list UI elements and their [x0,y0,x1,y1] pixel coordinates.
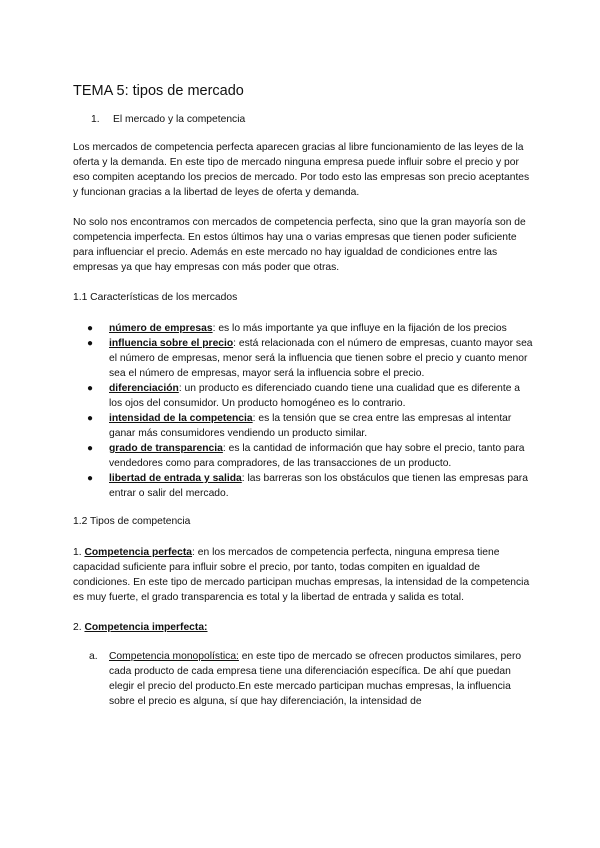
monopolistic-term: Competencia monopolística: [109,651,239,662]
paragraph-2: No solo nos encontramos con mercados de competencia perfecta, sino que la gran mayoría son de competencia imperfecta. En estos últimos hay una o varias empresas que tienen poder suficiente para influenciar el precio. Además en este mercado no hay igualdad de condiciones entre las empresas ya que hay empresas con más poder que otras. [73,217,526,273]
monopolistic-text: en este tipo de mercado se ofrecen productos similares, pero cada producto de cada empresa tiene una diferenciación específica. De ahí que puedan elegir el precio del producto.En este mercado participan muchas empresas, la influencia sobre el precio es alguna, sí que hay diferenciación, la intensidad de [109,651,522,707]
item-letter: a. [89,651,98,662]
perfect-competition-text: : en los mercados de competencia perfecta, ninguna empresa tiene capacidad suficiente para influir sobre el precio, por tanto, todas compiten en igualdad de condiciones. En este tipo de mercado participan muchas empresas, la intensidad de la competencia es muy fuerte, el grado transparencia es total y la libertad de entrada y salida es total. [73,547,530,603]
bullet-icon: ● [87,383,94,394]
feature-term: libertad de entrada y salida [109,473,242,484]
document-body [73,82,533,709]
list-item [73,471,533,501]
feature-text: : está relacionada con el número de empresas, cuanto mayor sea el número de empresas, menor será la influencia que tienen sobre el precio y cuanto menor sea el número de empresas, mayor será la influencia sobre el precio. [109,338,533,379]
feature-term: influencia sobre el precio [109,338,234,349]
feature-text: : es la tensión que se crea entre las empresas al intentar ganar más consumidores vendiendo un producto similar. [109,413,512,439]
bullet-icon: ● [87,413,94,424]
item-number: 1. [73,547,85,558]
bullet-icon: ● [87,323,94,334]
monopolistic-competition-paragraph [109,649,533,709]
page-title: TEMA 5: tipos de mercado [73,83,244,99]
feature-text: : un producto es diferenciado cuando tiene una cualidad que es diferente a los ojos del consumidor. Un producto homogéneo es lo contrario. [109,383,521,409]
feature-text: : las barreras son los obstáculos que tienen las empresas para entrar o salir del mercado. [109,473,528,499]
bullet-icon: ● [87,338,94,349]
paragraph-1: Los mercados de competencia perfecta aparecen gracias al libre funcionamiento de las leyes de la oferta y la demanda. En este tipo de mercado ninguna empresa puede influir sobre el precio y por eso compiten aceptando los precios de mercado. Por todo esto las empresas son precio aceptantes y funcionan gracias a la libertad de leyes de oferta y demanda. [73,142,530,198]
feature-text: : es la cantidad de información que hay sobre el precio, tanto para vendedores como para compradores, de las transacciones de un producto. [109,443,525,469]
perfect-competition-term: Competencia perfecta [84,547,193,558]
list-item [73,336,533,381]
subsection-heading-1-1: 1.1 Características de los mercados [73,292,238,303]
imperfect-competition-heading [73,620,533,635]
feature-text: : es lo más importante ya que influye en la fijación de los precios [212,323,507,334]
list-item [73,321,533,336]
subsection-heading-1-2: 1.2 Tipos de competencia [73,516,191,527]
monopolistic-competition-item [73,649,533,709]
imperfect-competition-term: Competencia imperfecta: [84,622,208,633]
item-number: 2. [73,622,85,633]
section-number: 1. [91,114,100,125]
feature-term: grado de transparencia [109,443,223,454]
feature-term: diferenciación [109,383,179,394]
list-item [73,411,533,441]
bullet-icon: ● [87,443,94,454]
section-heading-1 [91,112,533,127]
list-item [73,381,533,411]
list-item [73,441,533,471]
perfect-competition-paragraph [73,545,533,605]
section-label: El mercado y la competencia [113,114,246,125]
feature-term: número de empresas [109,323,213,334]
bullet-icon: ● [87,473,94,484]
feature-term: intensidad de la competencia [109,413,253,424]
features-list [73,321,533,501]
